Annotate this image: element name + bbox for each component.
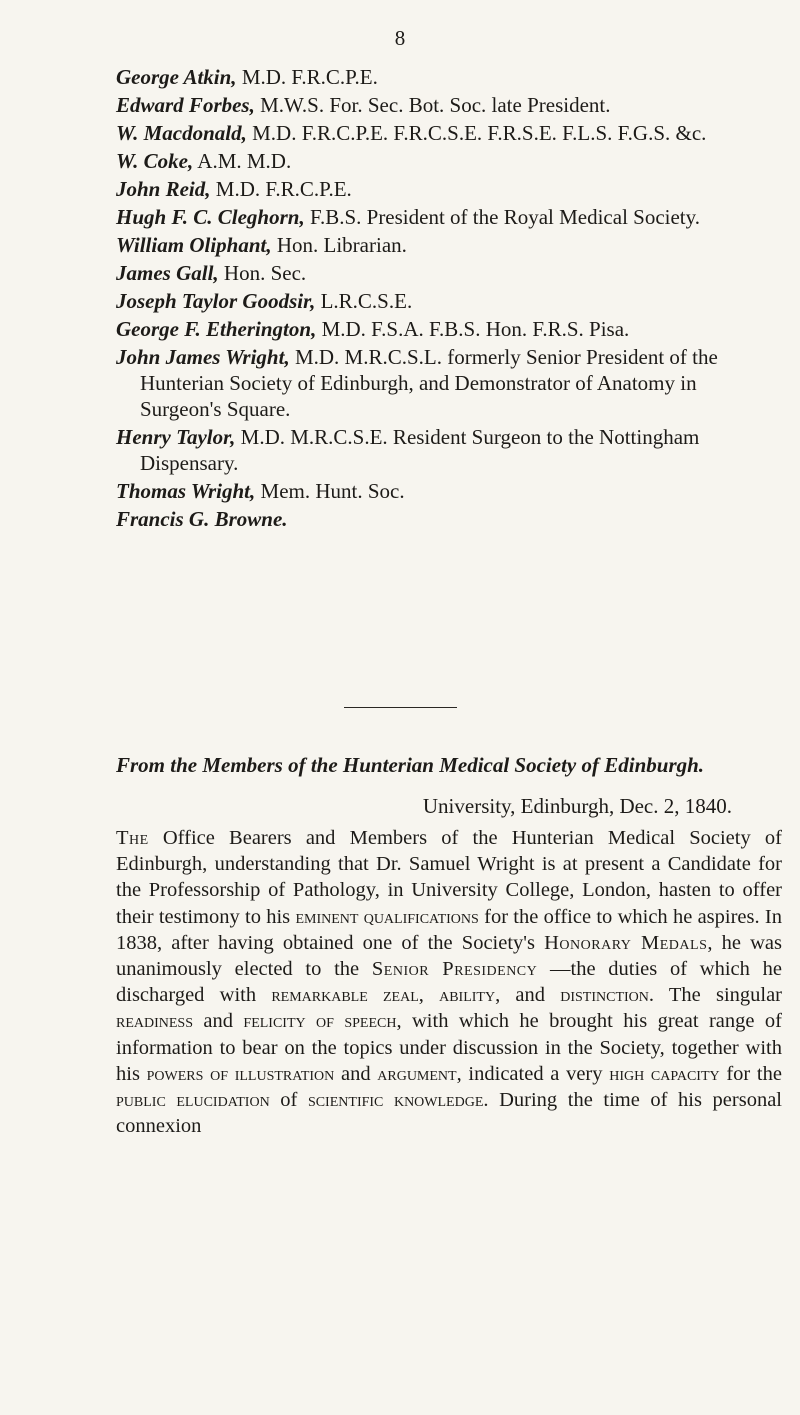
member-details: Hon. Sec. bbox=[223, 261, 307, 285]
emphasis-text: felicity of speech bbox=[243, 1010, 397, 1033]
member-name: Francis G. Browne. bbox=[116, 507, 288, 531]
member-details: M.D. F.S.A. F.B.S. Hon. F.R.S. Pisa. bbox=[321, 317, 630, 341]
member-entry bbox=[116, 148, 776, 174]
emphasis-text: remarkable zeal, ability, bbox=[271, 984, 501, 1007]
emphasis-text: Honorary Medals bbox=[544, 931, 708, 954]
emphasis-text: scientific knowledge bbox=[307, 1089, 484, 1112]
member-entry bbox=[116, 176, 776, 202]
body-text: Office Bearers and Members of the Hunterian Medical Society of Edinburgh, understanding that Dr. Samuel Wright is at present a Candidate for the Professorship of Pathology, in University College, London, hasten to offer their testimony to his bbox=[116, 827, 782, 928]
member-details: M.W.S. For. Sec. Bot. Soc. late President. bbox=[260, 93, 611, 117]
member-name: W. Macdonald, bbox=[116, 121, 247, 145]
body-text: , with which he brought his great range of information to bear on the topics under discussion in the Society, together with his bbox=[116, 1010, 782, 1085]
member-entry bbox=[116, 232, 776, 258]
member-entry bbox=[116, 316, 776, 342]
body-text: and bbox=[193, 1010, 244, 1033]
member-name: Edward Forbes, bbox=[116, 93, 255, 117]
emphasis-text: high capacity bbox=[609, 1062, 720, 1085]
member-entry bbox=[116, 92, 776, 118]
member-name: W. Coke, bbox=[116, 149, 194, 173]
member-details: M.D. F.R.C.P.E. bbox=[215, 177, 352, 201]
body-text: and bbox=[500, 984, 561, 1007]
member-entry bbox=[116, 120, 776, 146]
body-text: , indicated a very bbox=[456, 1062, 610, 1085]
member-details: M.D. F.R.C.P.E. bbox=[241, 65, 378, 89]
letter-body bbox=[116, 825, 782, 1139]
member-name: Henry Taylor, bbox=[116, 425, 236, 449]
body-text: —the duties of which he discharged with bbox=[116, 958, 782, 1007]
member-name: Hugh F. C. Cleghorn, bbox=[116, 205, 305, 229]
emphasis-text: readiness bbox=[116, 1010, 194, 1033]
member-details: A.M. M.D. bbox=[197, 149, 292, 173]
emphasis-text: argument bbox=[377, 1062, 457, 1085]
member-details: M.D. M.R.C.S.E. Resident Surgeon to the Nottingham Dispensary. bbox=[140, 425, 700, 475]
member-name: James Gall, bbox=[116, 261, 219, 285]
member-name: William Oliphant, bbox=[116, 233, 272, 257]
member-name: John James Wright, bbox=[116, 345, 290, 369]
opening-word: The bbox=[116, 827, 149, 849]
member-name: John Reid, bbox=[116, 177, 211, 201]
member-details: M.D. F.R.C.P.E. F.R.C.S.E. F.R.S.E. F.L.S. F.G.S. &c. bbox=[252, 121, 707, 145]
member-name: Thomas Wright, bbox=[116, 479, 256, 503]
member-details: F.B.S. President of the Royal Medical Society. bbox=[309, 205, 701, 229]
member-entry bbox=[116, 204, 776, 230]
emphasis-text: public elucidation bbox=[116, 1089, 270, 1112]
member-name: George Atkin, bbox=[116, 65, 237, 89]
emphasis-text: eminent qualifications bbox=[295, 905, 479, 928]
member-entry bbox=[116, 506, 776, 532]
member-entry bbox=[116, 424, 776, 476]
letter-heading: From the Members of the Hunterian Medical Society of Edinburgh. bbox=[116, 753, 705, 777]
body-text: of bbox=[269, 1089, 308, 1112]
emphasis-text: distinction bbox=[560, 984, 649, 1007]
member-details: Mem. Hunt. Soc. bbox=[260, 479, 405, 503]
member-entry bbox=[116, 64, 776, 90]
body-text: and bbox=[334, 1062, 378, 1085]
member-details: L.R.C.S.E. bbox=[320, 289, 413, 313]
body-text: , he was unanimously elected to the bbox=[116, 931, 783, 981]
body-text: for the bbox=[719, 1062, 782, 1085]
member-entry bbox=[116, 288, 776, 314]
letter-dateline: University, Edinburgh, Dec. 2, 1840. bbox=[422, 794, 732, 818]
member-details: Hon. Librarian. bbox=[276, 233, 407, 257]
member-details: M.D. M.R.C.S.L. formerly Senior President of the Hunterian Society of Edinburgh, and Demonstrator of Anatomy in Surgeon's Square. bbox=[140, 345, 718, 421]
member-entry bbox=[116, 344, 776, 422]
page-number: 8 bbox=[394, 26, 406, 50]
emphasis-text: Senior Presidency bbox=[371, 958, 538, 981]
member-entry bbox=[116, 478, 776, 504]
member-list bbox=[116, 64, 776, 534]
body-text: . During the time of his personal connexion bbox=[116, 1089, 782, 1138]
body-text: . The singular bbox=[648, 984, 783, 1007]
section-divider bbox=[344, 707, 457, 708]
member-entry bbox=[116, 260, 776, 286]
body-text: for the office to which he aspires. In 1838, after having obtained one of the Society's bbox=[116, 905, 782, 954]
member-name: George F. Etherington, bbox=[116, 317, 317, 341]
member-name: Joseph Taylor Goodsir, bbox=[116, 289, 316, 313]
emphasis-text: powers of illustration bbox=[146, 1062, 335, 1085]
